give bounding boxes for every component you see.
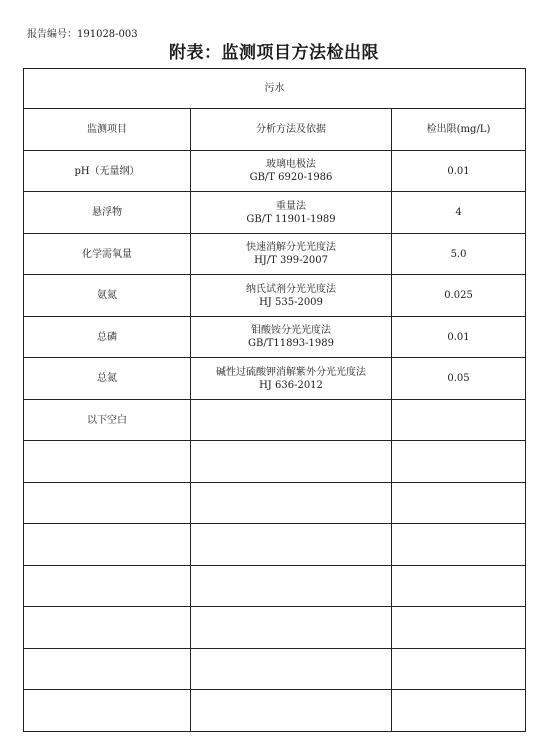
section-row: [24, 69, 526, 109]
empty-cell: [392, 648, 526, 690]
table-row: [24, 358, 526, 400]
empty-cell: [24, 482, 191, 524]
item-cell: 总氮: [24, 358, 191, 400]
empty-cell: [24, 648, 191, 690]
empty-cell: [392, 482, 526, 524]
method-name: 纳氏试剂分光光度法: [246, 283, 336, 295]
limit-cell: 0.01: [392, 150, 526, 192]
method-cell: [191, 192, 392, 234]
empty-cell: [24, 607, 191, 649]
item-cell: 氨氮: [24, 275, 191, 317]
page-title: 附表：监测项目方法检出限: [169, 43, 379, 63]
table-row: [24, 399, 526, 441]
limit-cell: 5.0: [392, 233, 526, 275]
limit-cell: 0.025: [392, 275, 526, 317]
empty-row: [24, 607, 526, 649]
method-name: 快速消解分光光度法: [246, 242, 336, 254]
empty-cell: [24, 441, 191, 483]
empty-row: [24, 524, 526, 566]
method-name: 碱性过硫酸钾消解紫外分光光度法: [216, 366, 366, 378]
method-cell: [191, 150, 392, 192]
empty-cell: [24, 524, 191, 566]
empty-cell: [24, 565, 191, 607]
limit-cell: 0.05: [392, 358, 526, 400]
header-method: 分析方法及依据: [191, 109, 392, 151]
report-number: 报告编号：191028-003: [27, 29, 138, 40]
method-name: 钼酸铵分光光度法: [251, 325, 331, 337]
method-name: 重量法: [276, 200, 306, 212]
method-standard: GB/T 11901-1989: [246, 213, 336, 225]
method-standard: HJ/T 399-2007: [254, 255, 328, 267]
empty-cell: [191, 690, 392, 732]
empty-cell: [191, 482, 392, 524]
table-row: [24, 192, 526, 234]
section-label: 污水: [24, 69, 526, 109]
table-row: [24, 150, 526, 192]
empty-cell: [191, 607, 392, 649]
limit-cell: 4: [392, 192, 526, 234]
table-row: [24, 275, 526, 317]
method-standard: GB/T11893-1989: [247, 338, 334, 350]
table-row: [24, 316, 526, 358]
method-cell: [191, 316, 392, 358]
limit-cell: 0.01: [392, 316, 526, 358]
method-name: 玻璃电极法: [266, 159, 316, 171]
header-limit: 检出限(mg/L): [392, 109, 526, 151]
method-standard: GB/T 6920-1986: [249, 172, 333, 184]
item-cell: 总磷: [24, 316, 191, 358]
empty-cell: [392, 524, 526, 566]
empty-cell: [392, 690, 526, 732]
table-row: [24, 233, 526, 275]
empty-row: [24, 441, 526, 483]
method-standard: HJ 636-2012: [259, 379, 323, 391]
detection-limit-table: [23, 68, 526, 732]
empty-cell: [191, 441, 392, 483]
empty-cell: [191, 565, 392, 607]
empty-row: [24, 482, 526, 524]
item-cell: 化学需氧量: [24, 233, 191, 275]
method-cell: [191, 275, 392, 317]
empty-row: [24, 690, 526, 732]
method-cell: [191, 358, 392, 400]
empty-cell: [392, 565, 526, 607]
empty-row: [24, 565, 526, 607]
header-row: [24, 109, 526, 151]
end-note: 以下空白: [24, 399, 191, 441]
empty-cell: [24, 690, 191, 732]
method-standard: HJ 535-2009: [259, 296, 323, 308]
empty-cell: [191, 524, 392, 566]
empty-cell: [392, 399, 526, 441]
empty-cell: [392, 607, 526, 649]
method-cell: [191, 233, 392, 275]
item-cell: 悬浮物: [24, 192, 191, 234]
header-item: 监测项目: [24, 109, 191, 151]
empty-row: [24, 648, 526, 690]
empty-cell: [191, 399, 392, 441]
empty-cell: [191, 648, 392, 690]
empty-cell: [392, 441, 526, 483]
item-cell: pH（无量纲）: [24, 150, 191, 192]
